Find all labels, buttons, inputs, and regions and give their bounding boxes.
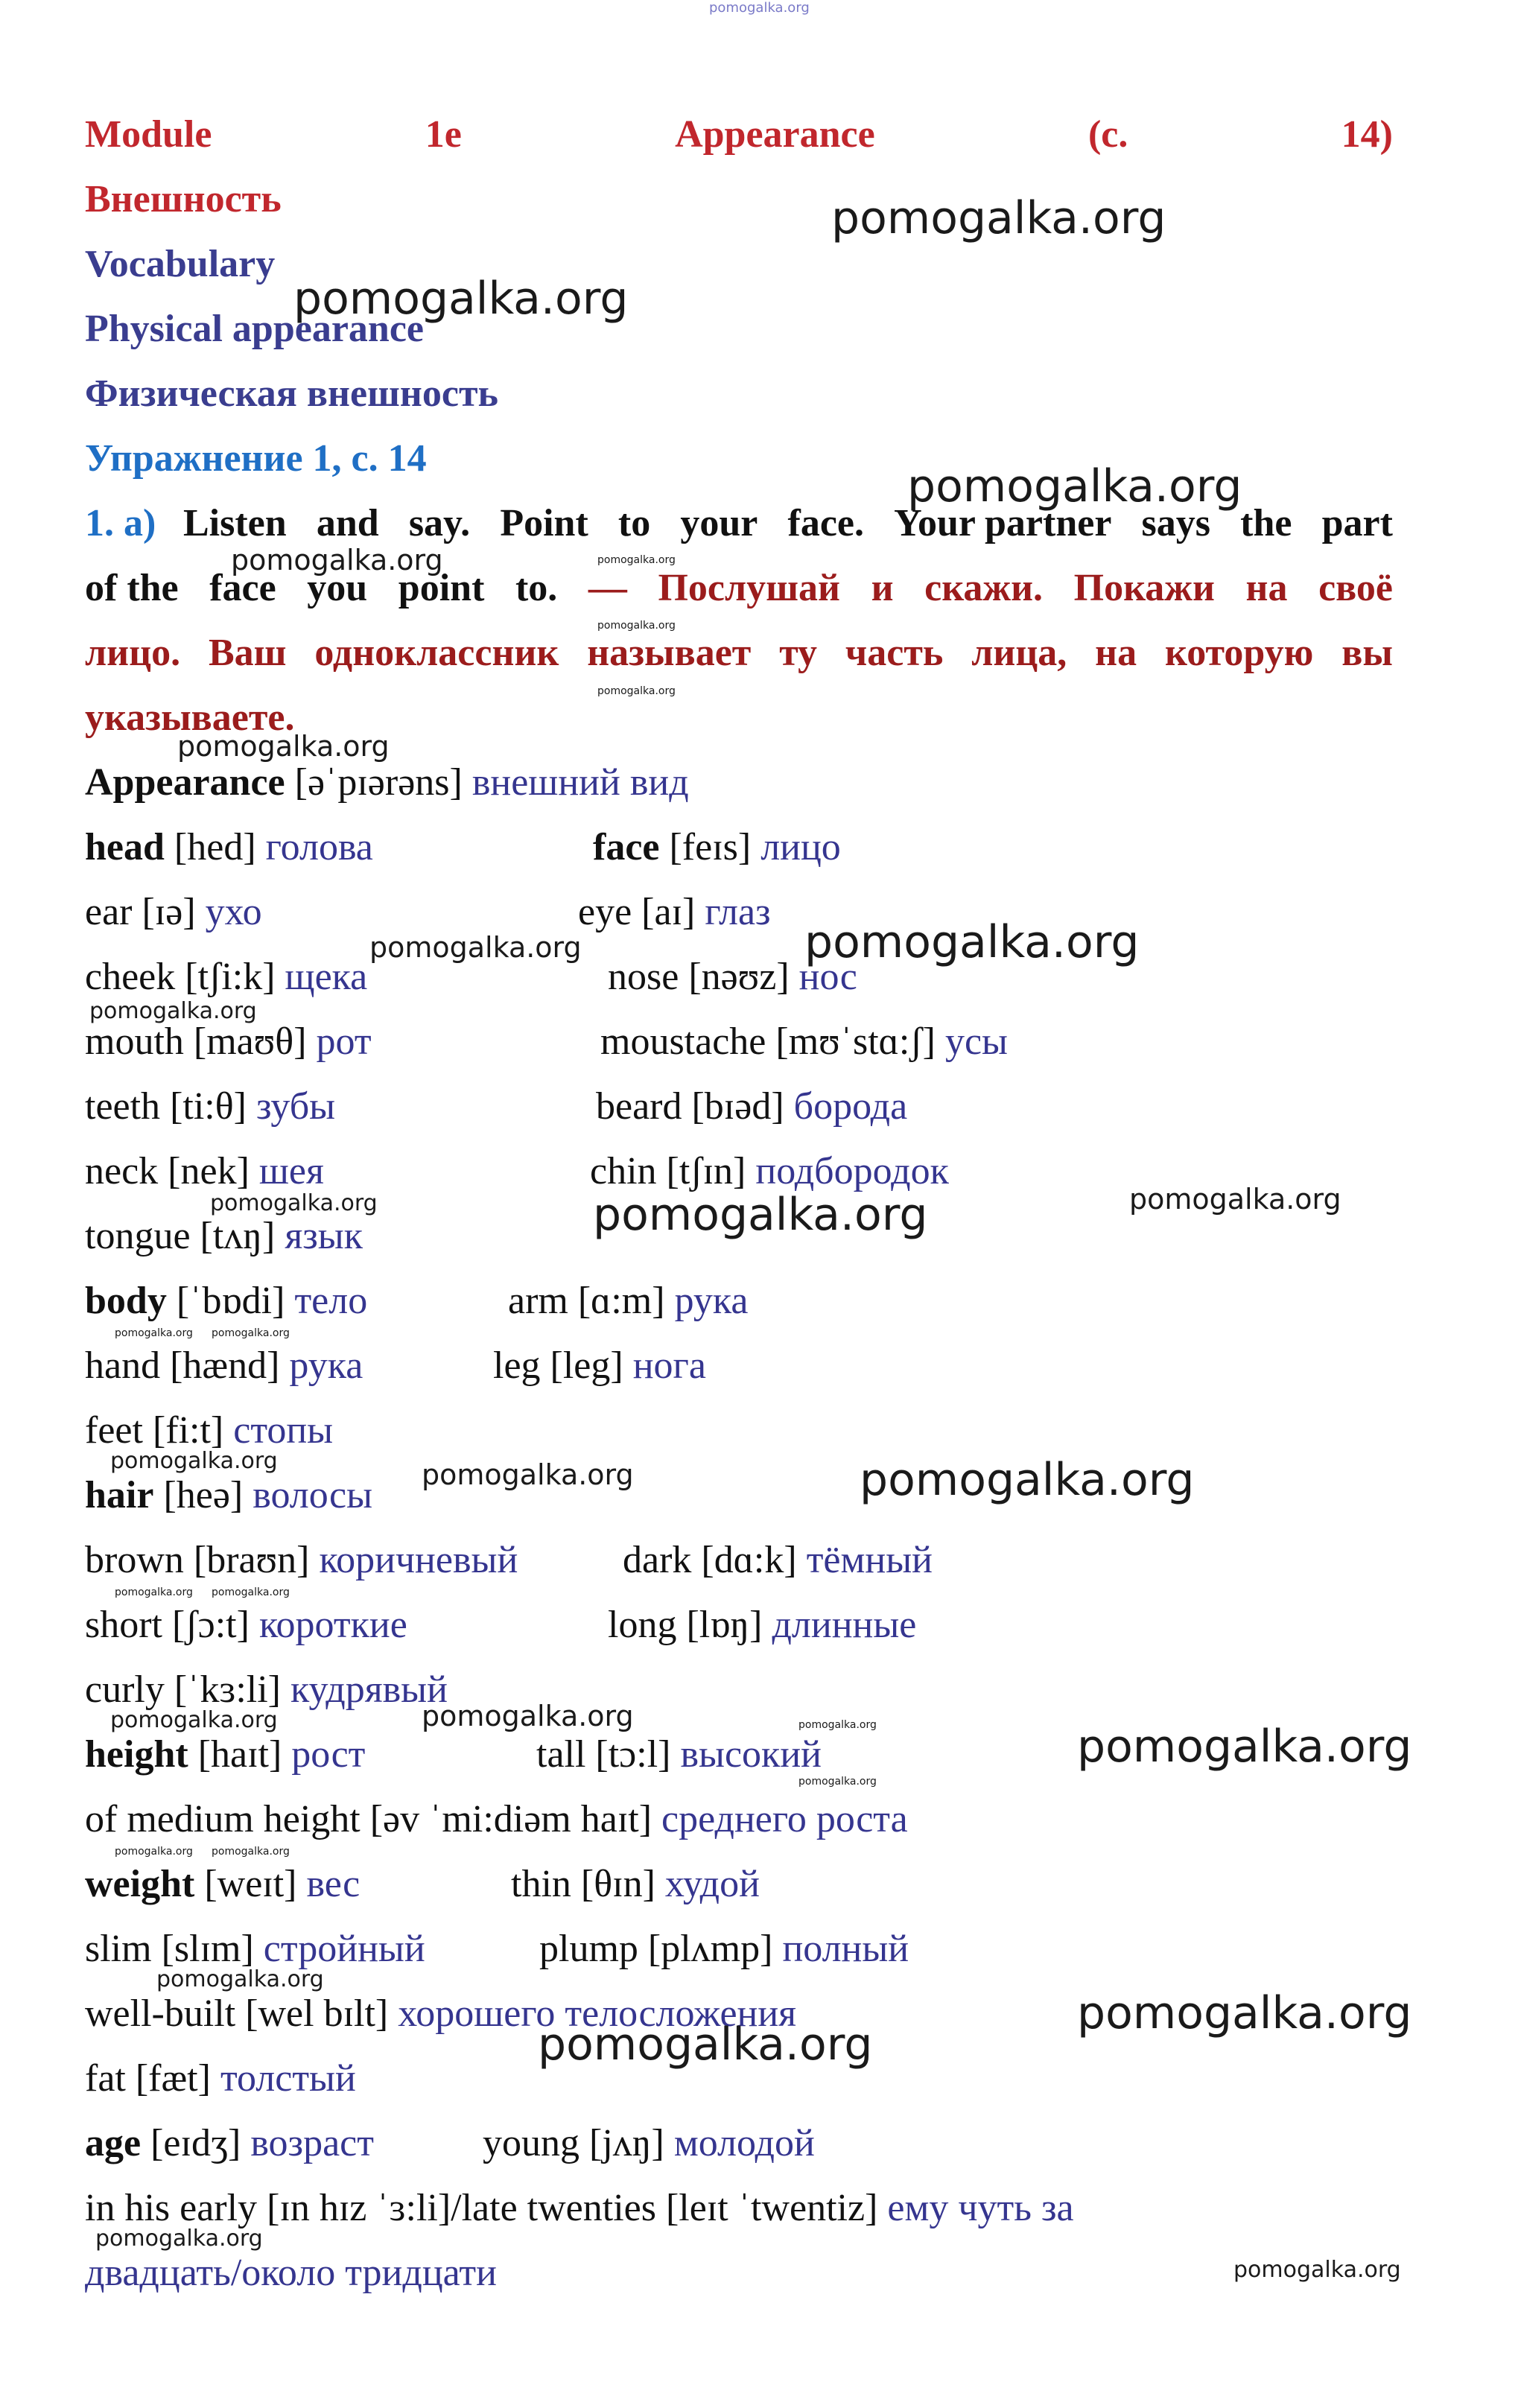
watermark-text: pomogalka.org [593, 1189, 928, 1241]
vocab-translation: ему чуть за [887, 2187, 1074, 2229]
vocab-ipa: [nəʊz] [688, 956, 790, 998]
vocab-entry [85, 1732, 365, 1778]
title-word: 1e [425, 113, 462, 156]
vocab-ipa: [tʌŋ] [200, 1215, 276, 1257]
vocab-ipa: [slɪm] [161, 1928, 254, 1970]
vocab-word: brown [85, 1539, 184, 1581]
vocab-translation: кудрявый [290, 1668, 448, 1711]
vocab-translation: язык [285, 1215, 363, 1257]
vocab-translation: возраст [250, 2122, 374, 2164]
vocab-entry [85, 1602, 407, 1648]
vocab-ipa: [dɑ:k] [701, 1539, 797, 1581]
vocab-entry [85, 1537, 518, 1583]
vocab-entry [85, 760, 689, 806]
vocab-ipa: [ɪə] [142, 891, 196, 933]
vocab-entry [511, 1861, 760, 1907]
vocab-entry [578, 889, 771, 935]
vocab-entry [85, 1343, 363, 1389]
task-word: of the [85, 567, 179, 609]
task-word: называет [587, 632, 752, 674]
task-word: Послушай [658, 567, 841, 609]
watermark-text: pomogalka.org [293, 273, 629, 325]
task-number: 1. a) [85, 502, 156, 544]
vocab-translation: голова [265, 826, 373, 868]
vocab-entry [85, 1084, 335, 1130]
vocab-word: tall [536, 1733, 586, 1776]
vocab-ipa: [ɪn hɪz ˈɜ:li]/late twenties [leɪt ˈtwentiz] [267, 2187, 878, 2229]
vocab-ipa: [ʃɔ:t] [172, 1604, 250, 1646]
vocab-ipa: [weɪt] [204, 1863, 297, 1905]
watermark-text: pomogalka.org [597, 554, 676, 566]
watermark-text: pomogalka.org [907, 460, 1242, 512]
task-word: and [316, 502, 379, 544]
watermark-text: pomogalka.org [422, 1458, 634, 1491]
vocab-ipa: [haɪt] [197, 1733, 282, 1776]
vocab-translation: глаз [705, 891, 771, 933]
vocab-ipa: [plʌmp] [647, 1928, 773, 1970]
watermark-text: pomogalka.org [798, 1719, 877, 1731]
vocab-entry [536, 1732, 822, 1778]
vocab-ipa: [heə] [163, 1474, 244, 1516]
task-word: и [871, 567, 894, 609]
vocab-word: in his early [85, 2187, 258, 2229]
vocab-translation: рост [291, 1733, 366, 1776]
task-word: Your partner [894, 502, 1112, 544]
vocab-translation: тёмный [806, 1539, 933, 1581]
watermark-text: pomogalka.org [831, 192, 1166, 244]
vocab-ipa: [aɪ] [641, 891, 696, 933]
vocab-translation: короткие [258, 1604, 407, 1646]
task-word: the [1240, 502, 1292, 544]
watermark-text: pomogalka.org [422, 1700, 634, 1732]
vocab-word: mouth [85, 1020, 184, 1063]
task-word: point [398, 567, 485, 609]
vocab-word: ear [85, 891, 133, 933]
watermark-text: pomogalka.org [1233, 2257, 1401, 2283]
vocab-translation: рука [289, 1344, 363, 1387]
vocab-entry [85, 954, 367, 1000]
vocab-word: tongue [85, 1215, 191, 1257]
vocab-translation: худой [664, 1863, 760, 1905]
watermark-text: pomogalka.org [115, 1586, 193, 1598]
watermark-text: pomogalka.org [538, 2018, 873, 2071]
vocab-ipa: [leg] [550, 1344, 623, 1387]
vocab-translation: подбородок [755, 1150, 949, 1192]
watermark-text: pomogalka.org [156, 1966, 324, 1992]
vocab-translation: нос [798, 956, 857, 998]
vocab-entry [85, 1213, 363, 1259]
task-word: to. [515, 567, 558, 609]
vocab-word: body [85, 1280, 167, 1322]
vocab-entry [85, 2056, 356, 2102]
vocab-entry [85, 1278, 367, 1324]
watermark-text: pomogalka.org [212, 1846, 290, 1858]
watermark-text: pomogalka.org [210, 1190, 378, 1216]
vocab-ipa: [lɒŋ] [686, 1604, 763, 1646]
vocab-translation: тело [294, 1280, 368, 1322]
vocab-translation: коричневый [319, 1539, 518, 1581]
watermark-text: pomogalka.org [110, 1448, 278, 1474]
task-word: часть [845, 632, 944, 674]
vocab-entry [483, 2120, 815, 2167]
vocab-word: curly [85, 1668, 165, 1711]
watermark-text: pomogalka.org [115, 1846, 193, 1858]
vocab-translation: ухо [205, 891, 262, 933]
vocab-ipa: [ti:θ] [170, 1085, 247, 1128]
vocab-word: plump [539, 1928, 638, 1970]
task-word: скажи. [924, 567, 1044, 609]
task-line-3 [85, 630, 1393, 676]
task-word: Listen [183, 502, 287, 544]
watermark-text: pomogalka.org [115, 1327, 193, 1339]
vocab-entry [590, 1149, 949, 1195]
vocab-entry [508, 1278, 748, 1324]
vocab-ipa: [braʊn] [193, 1539, 310, 1581]
watermark-text: pomogalka.org [1077, 1721, 1412, 1773]
vocab-word: face [593, 826, 660, 868]
vocab-word: teeth [85, 1085, 161, 1128]
vocab-word: of medium height [85, 1798, 361, 1840]
watermark-text: pomogalka.org [1129, 1183, 1341, 1216]
vocab-translation: внешний вид [471, 761, 689, 804]
vocab-entry [85, 889, 262, 935]
vocab-entry [85, 1667, 448, 1713]
vocab-ipa: [nek] [168, 1150, 250, 1192]
vocab-word: nose [608, 956, 679, 998]
vocab-ipa: [ɑ:m] [577, 1280, 665, 1322]
watermark-text: pomogalka.org [212, 1586, 290, 1598]
vocab-translation: лицо [760, 826, 841, 868]
task-word: say. [408, 502, 471, 544]
vocab-ipa: [hed] [174, 826, 256, 868]
vocab-word: chin [590, 1150, 657, 1192]
vocab-translation: рука [674, 1280, 749, 1322]
task-word: своё [1318, 567, 1393, 609]
watermark-text: pomogalka.org [798, 1776, 877, 1788]
vocab-translation: шея [258, 1150, 324, 1192]
vocab-word: dark [623, 1539, 692, 1581]
vocab-word: thin [511, 1863, 571, 1905]
vocab-entry [493, 1343, 706, 1389]
vocab-ipa: [tʃɪn] [666, 1150, 746, 1192]
watermark-text: pomogalka.org [369, 931, 582, 964]
vocab-entry [85, 1926, 425, 1972]
vocab-entry [608, 1602, 916, 1648]
title-word: (с. [1087, 113, 1128, 156]
vocab-word: short [85, 1604, 162, 1646]
vocab-word: arm [508, 1280, 568, 1322]
vocab-translation: полный [782, 1928, 909, 1970]
vocab-word: fat [85, 2057, 126, 2100]
task-word: face. [787, 502, 865, 544]
vocab-word: cheek [85, 956, 176, 998]
vocab-translation: стройный [263, 1928, 425, 1970]
vocab-entry [85, 1861, 360, 1907]
vocab-ipa: [tʃi:k] [185, 956, 276, 998]
title-word: Appearance [675, 113, 875, 156]
title-ru: Внешность [85, 178, 282, 220]
vocab-translation: волосы [253, 1474, 373, 1516]
task-word: лица, [971, 632, 1067, 674]
exercise-heading: Упражнение 1, с. 14 [85, 437, 427, 480]
vocab-translation: высокий [680, 1733, 822, 1776]
vocab-ipa: [jʌŋ] [589, 2122, 664, 2164]
task-word: Ваш [208, 632, 287, 674]
vocab-translation: усы [944, 1020, 1008, 1063]
task-word: вы [1341, 632, 1393, 674]
vocab-translation: борода [793, 1085, 908, 1128]
vocab-translation: зубы [255, 1085, 336, 1128]
task-word: на [1095, 632, 1137, 674]
vocab-word: hand [85, 1344, 161, 1387]
vocab-word: long [608, 1604, 677, 1646]
task-word: на [1245, 567, 1288, 609]
task-word: you [307, 567, 368, 609]
vocab-ipa: [fi:t] [152, 1409, 224, 1452]
task-word: face [209, 567, 276, 609]
vocab-word: head [85, 826, 165, 868]
vocab-ipa: [bɪəd] [691, 1085, 784, 1128]
vocab-ipa: [feɪs] [669, 826, 752, 868]
task-word: Покажи [1073, 567, 1215, 609]
vocab-word: height [85, 1733, 188, 1776]
vocab-translation: рот [316, 1020, 372, 1063]
watermark-text: pomogalka.org [1077, 1987, 1412, 2039]
vocab-translation: вес [306, 1863, 361, 1905]
vocab-word: slim [85, 1928, 152, 1970]
vocab-entry [85, 2120, 374, 2167]
watermark-text: pomogalka.org [804, 916, 1140, 968]
vocab-word: age [85, 2122, 142, 2164]
task-word: ту [779, 632, 818, 674]
vocab-translation: нога [632, 1344, 706, 1387]
subsection-heading: Physical appearance [85, 308, 424, 350]
vocab-word: moustache [600, 1020, 766, 1063]
vocab-translation: молодой [673, 2122, 815, 2164]
vocab-entry [85, 1408, 333, 1454]
vocab-word: neck [85, 1150, 159, 1192]
vocab-entry [623, 1537, 933, 1583]
vocab-word: weight [85, 1863, 195, 1905]
watermark-text: pomogalka.org [177, 730, 390, 763]
vocab-entry [85, 1473, 372, 1519]
task-word: которую [1164, 632, 1314, 674]
vocab-word: young [483, 2122, 579, 2164]
task-word: — [588, 567, 627, 609]
vocab-ipa: [mʊˈstɑ:ʃ] [775, 1020, 936, 1063]
vocab-word: leg [493, 1344, 541, 1387]
vocab-ipa: [eɪdʒ] [150, 2122, 241, 2164]
vocab-entry [85, 825, 373, 871]
vocab-entry [539, 1926, 909, 1972]
vocab-translation: среднего роста [661, 1798, 908, 1840]
vocab-word: well-built [85, 1992, 236, 2035]
watermark-text: pomogalka.org [597, 685, 676, 697]
watermark-text: pomogalka.org [709, 0, 810, 16]
vocab-translation: толстый [220, 2057, 356, 2100]
task-word: to [617, 502, 651, 544]
watermark-text: pomogalka.org [95, 2226, 263, 2252]
task-word: одноклассник [314, 632, 559, 674]
title-word: Module [85, 113, 212, 156]
subsection-heading-ru: Физическая внешность [85, 372, 499, 415]
task-word: part [1321, 502, 1393, 544]
vocab-ipa: [əv ˈmi:diəm haɪt] [369, 1798, 652, 1840]
task-line-4: указываете. [85, 696, 295, 739]
vocab-translation: хорошего телосложения [398, 1992, 797, 2035]
vocab-entry [85, 2185, 1074, 2231]
section-heading: Vocabulary [85, 243, 276, 285]
task-word: says [1141, 502, 1211, 544]
vocab-translation: стопы [233, 1409, 334, 1452]
vocab-translation-cont: двадцать/около тридцати [85, 2252, 497, 2294]
vocab-entry [85, 1149, 324, 1195]
vocab-ipa: [ˈkɜ:li] [174, 1668, 281, 1711]
watermark-text: pomogalka.org [860, 1454, 1195, 1506]
watermark-text: pomogalka.org [597, 620, 676, 632]
vocab-translation: щека [285, 956, 368, 998]
task-word: лицо. [85, 632, 181, 674]
vocab-ipa: [ˈbɒdi] [176, 1280, 285, 1322]
vocab-entry [593, 825, 841, 871]
vocab-ipa: [θɪn] [580, 1863, 655, 1905]
vocab-ipa: [fæt] [135, 2057, 211, 2100]
title-word: 14) [1341, 113, 1393, 156]
vocab-word: beard [596, 1085, 682, 1128]
vocab-entry [600, 1019, 1008, 1065]
watermark-text: pomogalka.org [231, 544, 443, 576]
task-word: Point [500, 502, 588, 544]
vocab-ipa: [əˈpɪərəns] [294, 761, 463, 804]
vocab-ipa: [hænd] [170, 1344, 280, 1387]
task-word: your [680, 502, 758, 544]
vocab-entry [85, 1019, 372, 1065]
watermark-text: pomogalka.org [212, 1327, 290, 1339]
vocab-word: Appearance [85, 761, 285, 804]
vocab-entry [85, 1797, 908, 1843]
vocab-translation: длинные [772, 1604, 917, 1646]
vocab-ipa: [tɔ:l] [595, 1733, 671, 1776]
watermark-text: pomogalka.org [89, 998, 257, 1024]
module-title [85, 112, 1393, 158]
vocab-ipa: [wel bɪlt] [245, 1992, 389, 2035]
watermark-text: pomogalka.org [110, 1707, 278, 1733]
vocab-word: hair [85, 1474, 154, 1516]
vocab-ipa: [maʊθ] [193, 1020, 307, 1063]
vocab-entry [596, 1084, 907, 1130]
vocab-word: feet [85, 1409, 143, 1452]
vocab-word: eye [578, 891, 632, 933]
